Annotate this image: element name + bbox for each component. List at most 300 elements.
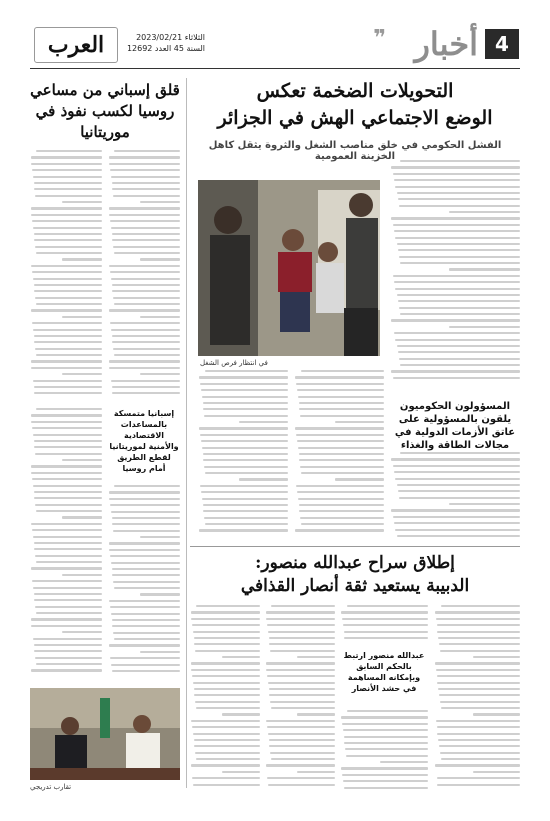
body-text-line: [34, 182, 102, 184]
body-text-line: [391, 166, 520, 168]
body-text-line: [191, 611, 260, 613]
body-text-line: [194, 637, 261, 639]
body-text-line: [33, 176, 102, 178]
body-text-line: [341, 716, 428, 718]
quote-mark-icon: ❞: [373, 26, 386, 51]
body-text-line: [34, 491, 102, 493]
body-text-line: [199, 376, 288, 378]
body-text-line: [110, 220, 180, 222]
body-text-line: [344, 787, 428, 789]
body-text-line: [36, 252, 102, 254]
body-text-line: [31, 214, 102, 216]
body-text-line: [114, 150, 180, 152]
body-text-line: [109, 163, 180, 165]
body-text-line: [192, 675, 260, 677]
body-text-line: [439, 643, 520, 645]
body-text-line: [345, 748, 428, 750]
body-text-line: [200, 434, 288, 436]
body-text-line: [112, 574, 180, 576]
officials-meeting-image: [30, 688, 180, 780]
second-photo-caption: تقارب تدريجي: [30, 783, 72, 791]
body-text-line: [109, 498, 180, 500]
body-text-line: [397, 192, 521, 194]
body-text-line: [109, 207, 180, 209]
body-text-line: [298, 396, 384, 398]
body-text-line: [109, 367, 180, 369]
body-text-line: [140, 536, 180, 538]
body-text-line: [202, 447, 288, 449]
body-text-line: [301, 370, 384, 372]
body-text-line: [112, 392, 180, 394]
body-text-line: [449, 326, 521, 328]
body-text-line: [112, 386, 180, 388]
body-text-line: [266, 662, 335, 664]
body-text-line: [34, 644, 102, 646]
body-text-line: [32, 580, 102, 582]
body-text-line: [34, 386, 102, 388]
body-text-line: [394, 522, 520, 524]
body-text-line: [346, 755, 428, 757]
body-text-line: [266, 764, 335, 766]
side-story-column-3: [30, 408, 102, 678]
body-text-line: [36, 150, 102, 152]
body-text-line: [301, 523, 384, 525]
body-text-line: [191, 662, 260, 664]
body-text-line: [395, 288, 520, 290]
body-text-line: [297, 656, 336, 658]
main-subheadline: الفشل الحكومي في خلق مناصب الشغل والثروة يثقل كاهل الخزينة العمومية: [208, 140, 502, 162]
body-text-line: [391, 509, 520, 511]
body-text-line: [400, 364, 520, 366]
body-text-line: [203, 408, 288, 410]
body-text-line: [112, 182, 180, 184]
body-text-line: [271, 758, 335, 760]
side-headline: قلق إسباني من مساعي روسيا لكسب نفوذ في موريتانيا: [30, 81, 180, 141]
body-text-line: [35, 555, 102, 557]
body-text-line: [266, 611, 335, 613]
body-text-line: [31, 163, 102, 165]
second-headline: [190, 552, 520, 598]
body-text-line: [296, 383, 384, 385]
body-text-line: [62, 516, 102, 518]
body-text-line: [295, 376, 384, 378]
body-text-line: [112, 290, 180, 292]
body-text-line: [395, 529, 520, 531]
side-story-column-2: [108, 150, 180, 400]
body-text-line: [35, 246, 102, 248]
second-headline-line2: الدبيبة يستعيد ثقة أنصار القذافي: [240, 576, 470, 596]
section-number: 4: [495, 32, 509, 56]
body-text-line: [113, 297, 180, 299]
body-text-line: [398, 249, 520, 251]
body-text-line: [437, 675, 520, 677]
body-text-line: [191, 764, 260, 766]
body-text-line: [194, 688, 261, 690]
body-text-line: [271, 707, 335, 709]
body-text-line: [267, 675, 335, 677]
body-text-line: [399, 205, 520, 207]
body-text-line: [269, 739, 336, 741]
body-text-line: [196, 605, 260, 607]
body-text-line: [112, 335, 180, 337]
body-text-line: [194, 694, 260, 696]
body-text-line: [34, 440, 102, 442]
body-text-line: [397, 345, 521, 347]
body-text-line: [195, 701, 260, 703]
body-text-line: [398, 351, 520, 353]
body-text-line: [32, 529, 102, 531]
body-text-line: [34, 392, 102, 394]
body-text-line: [34, 548, 102, 550]
issue-line: السنة 45 العدد 12692: [126, 44, 205, 53]
body-text-line: [112, 523, 180, 525]
body-text-line: [111, 511, 180, 513]
body-text-line: [295, 529, 384, 531]
body-text-line: [239, 421, 289, 423]
body-text-line: [31, 360, 102, 362]
body-text-line: [437, 631, 520, 633]
body-text-line: [33, 485, 102, 487]
second-headline-line1: إطلاق سراح عبدالله منصور:: [255, 553, 455, 573]
body-text-line: [268, 631, 335, 633]
body-text-line: [203, 453, 289, 455]
body-text-line: [204, 517, 288, 519]
body-text-line: [192, 777, 260, 779]
body-text-line: [203, 402, 289, 404]
body-text-line: [113, 581, 180, 583]
body-text-line: [31, 465, 102, 467]
body-text-line: [194, 745, 260, 747]
body-text-line: [195, 752, 260, 754]
body-text-line: [391, 370, 520, 372]
body-text-line: [140, 201, 180, 203]
body-text-line: [297, 491, 384, 493]
body-text-line: [301, 472, 384, 474]
body-text-line: [111, 278, 180, 280]
body-text-line: [438, 739, 520, 741]
main-story-column-3: [294, 370, 384, 540]
body-text-line: [436, 720, 520, 722]
body-text-line: [35, 297, 102, 299]
body-text-line: [437, 784, 520, 786]
body-text-line: [204, 466, 288, 468]
body-text-line: [267, 624, 335, 626]
body-text-line: [36, 354, 102, 356]
second-pullquote-box: [340, 650, 428, 705]
second-pull-quote: عبدالله منصور ارتبط بالحكم السابق وبإمكانه المساهمة في حشد الأنصار: [343, 651, 425, 693]
body-text-line: [112, 568, 180, 570]
issue-meta: [125, 32, 205, 54]
body-text-line: [109, 360, 180, 362]
body-text-line: [200, 383, 288, 385]
body-text-line: [449, 503, 521, 505]
body-text-line: [34, 599, 102, 601]
body-text-line: [436, 618, 520, 620]
body-text-line: [437, 726, 520, 728]
body-text-line: [344, 736, 428, 738]
body-text-line: [380, 761, 428, 763]
body-text-line: [203, 510, 288, 512]
body-text-line: [393, 224, 520, 226]
body-text-line: [296, 485, 384, 487]
main-pullquote-box: [390, 400, 520, 451]
body-text-line: [192, 624, 260, 626]
body-text-line: [268, 733, 335, 735]
body-text-line: [112, 341, 180, 343]
body-text-line: [112, 517, 180, 519]
body-text-line: [62, 459, 102, 461]
body-text-line: [112, 625, 180, 627]
body-text-line: [31, 472, 102, 474]
body-text-line: [33, 380, 102, 382]
body-text-line: [31, 669, 102, 671]
body-text-line: [62, 258, 102, 260]
body-text-line: [114, 587, 180, 589]
body-text-line: [439, 745, 520, 747]
body-text-line: [31, 265, 102, 267]
body-text-line: [31, 156, 102, 158]
body-text-line: [196, 707, 260, 709]
body-text-line: [473, 713, 520, 715]
body-text-line: [195, 650, 260, 652]
body-text-line: [344, 742, 428, 744]
body-text-line: [113, 195, 180, 197]
body-text-line: [109, 309, 180, 311]
body-text-line: [398, 198, 520, 200]
body-text-line: [343, 780, 428, 782]
body-text-line: [109, 600, 180, 602]
main-photo-caption: في انتظار فرص الشغل: [200, 359, 268, 367]
masthead-rule: [30, 68, 520, 69]
body-text-line: [441, 758, 520, 760]
body-text-line: [33, 536, 102, 538]
body-text-line: [191, 669, 260, 671]
body-text-line: [440, 701, 520, 703]
body-text-line: [394, 179, 520, 181]
body-text-line: [201, 440, 288, 442]
body-text-line: [33, 227, 102, 229]
body-text-line: [268, 682, 335, 684]
body-text-line: [111, 227, 180, 229]
body-text-line: [205, 523, 288, 525]
body-text-line: [109, 491, 180, 493]
body-text-line: [114, 303, 180, 305]
main-headline-line2: الوضع الاجتماعي الهش في الجزائر: [217, 107, 493, 129]
body-text-line: [271, 605, 335, 607]
body-text-line: [299, 510, 384, 512]
body-text-line: [111, 664, 180, 666]
body-text-line: [344, 637, 428, 639]
body-text-line: [449, 268, 521, 270]
body-text-line: [399, 497, 520, 499]
side-story-column-1: [30, 150, 102, 400]
body-text-line: [35, 657, 102, 659]
body-text-line: [267, 777, 335, 779]
body-text-line: [267, 726, 335, 728]
body-text-line: [436, 669, 520, 671]
body-text-line: [239, 478, 289, 480]
second-story-column-2b: [340, 710, 428, 795]
body-text-line: [441, 707, 520, 709]
body-text-line: [33, 587, 102, 589]
body-text-line: [32, 427, 102, 429]
body-text-line: [398, 490, 520, 492]
body-text-line: [33, 329, 102, 331]
body-text-line: [204, 415, 288, 417]
body-text-line: [113, 530, 180, 532]
body-text-line: [202, 396, 288, 398]
body-text-line: [299, 402, 385, 404]
body-text-line: [438, 637, 520, 639]
body-text-line: [300, 517, 384, 519]
body-text-line: [34, 233, 102, 235]
body-text-line: [36, 408, 102, 410]
body-text-line: [36, 303, 102, 305]
people-sitting-image: [198, 180, 380, 356]
body-text-line: [440, 752, 520, 754]
body-text-line: [298, 498, 384, 500]
body-text-line: [391, 458, 520, 460]
body-text-line: [110, 504, 180, 506]
body-text-line: [269, 745, 335, 747]
body-text-line: [140, 316, 180, 318]
body-text-line: [112, 670, 180, 672]
body-text-line: [114, 485, 180, 487]
section-number-box: [485, 29, 519, 59]
body-text-line: [393, 516, 520, 518]
body-text-line: [439, 694, 520, 696]
body-text-line: [34, 290, 102, 292]
body-text-line: [32, 169, 102, 171]
body-text-line: [35, 453, 102, 455]
body-text-line: [140, 258, 180, 260]
body-text-line: [109, 549, 180, 551]
newspaper-logo: العرب: [34, 27, 118, 63]
body-text-line: [35, 348, 102, 350]
body-text-line: [193, 784, 260, 786]
second-story-column-2a: [340, 605, 428, 645]
body-text-line: [269, 694, 335, 696]
body-text-line: [400, 313, 520, 315]
body-text-line: [112, 619, 180, 621]
body-text-line: [297, 771, 336, 773]
body-text-line: [109, 644, 180, 646]
body-text-line: [395, 339, 520, 341]
main-headline: [190, 78, 520, 132]
body-text-line: [140, 593, 180, 595]
body-text-line: [437, 682, 520, 684]
body-text-line: [109, 265, 180, 267]
body-text-line: [112, 239, 180, 241]
body-text-line: [266, 618, 335, 620]
body-text-line: [435, 611, 520, 613]
body-text-line: [347, 710, 428, 712]
body-text-line: [397, 243, 521, 245]
body-text-line: [110, 657, 180, 659]
column-separator: [186, 78, 187, 788]
section-title: أخبار: [414, 25, 478, 63]
body-text-line: [199, 529, 288, 531]
body-text-line: [194, 739, 261, 741]
body-text-line: [31, 523, 102, 525]
body-text-line: [140, 651, 180, 653]
body-text-line: [109, 156, 180, 158]
body-text-line: [36, 663, 102, 665]
body-text-line: [299, 504, 385, 506]
body-text-line: [438, 688, 520, 690]
body-text-line: [193, 733, 260, 735]
body-text-line: [33, 278, 102, 280]
body-text-line: [34, 335, 102, 337]
body-text-line: [113, 632, 180, 634]
body-text-line: [397, 535, 521, 537]
body-text-line: [34, 446, 102, 448]
main-story-column-1b: [390, 452, 520, 542]
body-text-line: [437, 624, 520, 626]
body-text-line: [194, 643, 260, 645]
body-text-line: [394, 281, 520, 283]
body-text-line: [222, 771, 261, 773]
body-text-line: [395, 237, 520, 239]
body-text-line: [31, 309, 102, 311]
body-text-line: [35, 504, 102, 506]
body-text-line: [109, 542, 180, 544]
body-text-line: [397, 484, 521, 486]
body-text-line: [297, 389, 384, 391]
body-text-line: [205, 472, 288, 474]
body-text-line: [269, 688, 336, 690]
body-text-line: [113, 246, 180, 248]
body-text-line: [109, 214, 180, 216]
body-text-line: [394, 230, 520, 232]
main-pull-quote: المسؤولون الحكوميون يلقون بالمسؤولية على عاتق الأزمات الدولية في مجالات الطاقة والغذاء: [394, 401, 516, 451]
body-text-line: [34, 341, 102, 343]
body-text-line: [111, 176, 180, 178]
body-text-line: [34, 650, 102, 652]
second-story-column-3: [265, 605, 335, 795]
body-text-line: [35, 195, 102, 197]
second-story-column-1: [434, 605, 520, 795]
body-text-line: [31, 567, 102, 569]
body-text-line: [473, 771, 520, 773]
body-text-line: [298, 447, 384, 449]
second-story-rule: [190, 546, 520, 547]
body-text-line: [400, 262, 520, 264]
main-headline-line1: التحويلات الضخمة تعكس: [256, 80, 454, 102]
body-text-line: [114, 354, 180, 356]
body-text-line: [344, 631, 428, 633]
body-text-line: [110, 555, 180, 557]
body-text-line: [33, 638, 102, 640]
side-pullquote-box: [108, 408, 180, 478]
body-text-line: [34, 188, 102, 190]
body-text-line: [114, 252, 180, 254]
body-text-line: [62, 316, 102, 318]
body-text-line: [473, 656, 520, 658]
body-text-line: [31, 421, 102, 423]
body-text-line: [222, 656, 261, 658]
body-text-line: [205, 370, 288, 372]
main-photo: [198, 180, 380, 356]
body-text-line: [435, 662, 520, 664]
body-text-line: [399, 256, 520, 258]
body-text-line: [31, 367, 102, 369]
body-text-line: [335, 421, 385, 423]
body-text-line: [34, 542, 102, 544]
body-text-line: [31, 207, 102, 209]
body-text-line: [36, 612, 102, 614]
body-text-line: [193, 682, 260, 684]
